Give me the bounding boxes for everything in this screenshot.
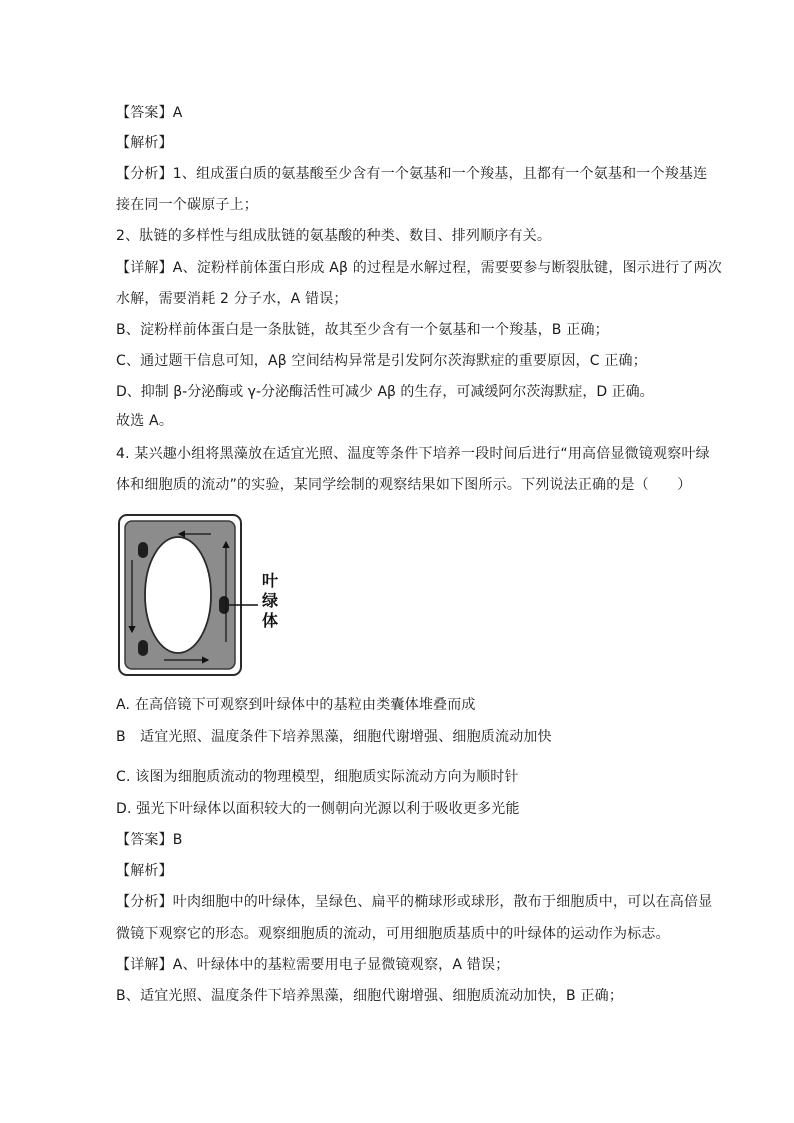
question-4-stem-line2: 体和细胞质的流动”的实验，某同学绘制的观察结果如下图所示。下列说法正确的是（ ） xyxy=(116,477,692,493)
detail-text-q3-option-d: D、抑制 β-分泌酶或 γ-分泌酶活性可减少 Aβ 的生存，可减缓阿尔茨海默症，D 正确。 xyxy=(116,384,654,400)
analysis-text-q4-line2: 微镜下观察它的形态。观察细胞质的流动，可用细胞质基质中的叶绿体的运动作为标志。 xyxy=(116,926,670,942)
detail-text-q3-option-c: C、通过题干信息可知，Aβ 空间结构异常是引发阿尔茨海默症的重要原因，C 正确； xyxy=(116,353,647,369)
detail-text-q3-line2: 水解，需要消耗 2 分子水，A 错误； xyxy=(116,291,348,307)
analysis-heading-q4: 【解析】 xyxy=(116,863,173,879)
detail-text-q3-option-b: B、淀粉样前体蛋白是一条肽链，故其至少含有一个氨基和一个羧基，B 正确； xyxy=(116,322,609,338)
question-4-option-a: A. 在高倍镜下可观察到叶绿体中的基粒由类囊体堆叠而成 xyxy=(116,697,476,713)
analysis-text-q3-line3: 2、肽链的多样性与组成肽链的氨基酸的种类、数目、排列顺序有关。 xyxy=(116,228,552,244)
cell-diagram-svg xyxy=(116,512,296,682)
analysis-text-q3-line2: 接在同一个碳原子上； xyxy=(116,197,258,213)
analysis-text-q4-line1: 【分析】叶肉细胞中的叶绿体，呈绿色、扁平的椭球形或球形，散布于细胞质中，可以在高倍显 xyxy=(116,894,713,910)
label-char-1: 叶 xyxy=(262,571,279,590)
chloroplast-top-left xyxy=(138,542,148,558)
question-4-option-b: B 适宜光照、温度条件下培养黑藻，细胞代谢增强、细胞质流动加快 xyxy=(116,729,552,745)
analysis-heading-q3: 【解析】 xyxy=(116,135,173,151)
cell-diagram xyxy=(116,512,296,682)
question-4-option-d: D. 强光下叶绿体以面积较大的一侧朝向光源以利于吸收更多光能 xyxy=(116,801,520,817)
detail-text-q4-option-b: B、适宜光照、温度条件下培养黑藻，细胞代谢增强、细胞质流动加快，B 正确； xyxy=(116,988,624,1004)
question-4-option-c: C. 该图为细胞质流动的物理模型，细胞质实际流动方向为顺时针 xyxy=(116,769,519,785)
conclusion-text-q3: 故选 A。 xyxy=(116,413,174,429)
chloroplast-bottom-left xyxy=(138,640,148,656)
question-4-stem-line1: 4. 某兴趣小组将黑藻放在适宜光照、温度等条件下培养一段时间后进行“用高倍显微镜观察叶绿 xyxy=(116,446,710,462)
answer-label-q4: 【答案】B xyxy=(116,832,183,848)
label-char-3: 体 xyxy=(262,611,279,630)
label-char-2: 绿 xyxy=(262,591,279,610)
chloroplast-right xyxy=(219,596,229,614)
detail-text-q3-line1: 【详解】A、淀粉样前体蛋白形成 Aβ 的过程是水解过程，需要要参与断裂肽键，图示进行了两次 xyxy=(116,260,722,276)
vacuole xyxy=(145,537,211,653)
analysis-text-q3-line1: 【分析】1、组成蛋白质的氨基酸至少含有一个氨基和一个羧基，且都有一个氨基和一个羧基连 xyxy=(116,166,708,182)
answer-label-q3: 【答案】A xyxy=(116,105,183,121)
detail-text-q4-option-a: 【详解】A、叶绿体中的基粒需要用电子显微镜观察，A 错误； xyxy=(116,957,510,973)
